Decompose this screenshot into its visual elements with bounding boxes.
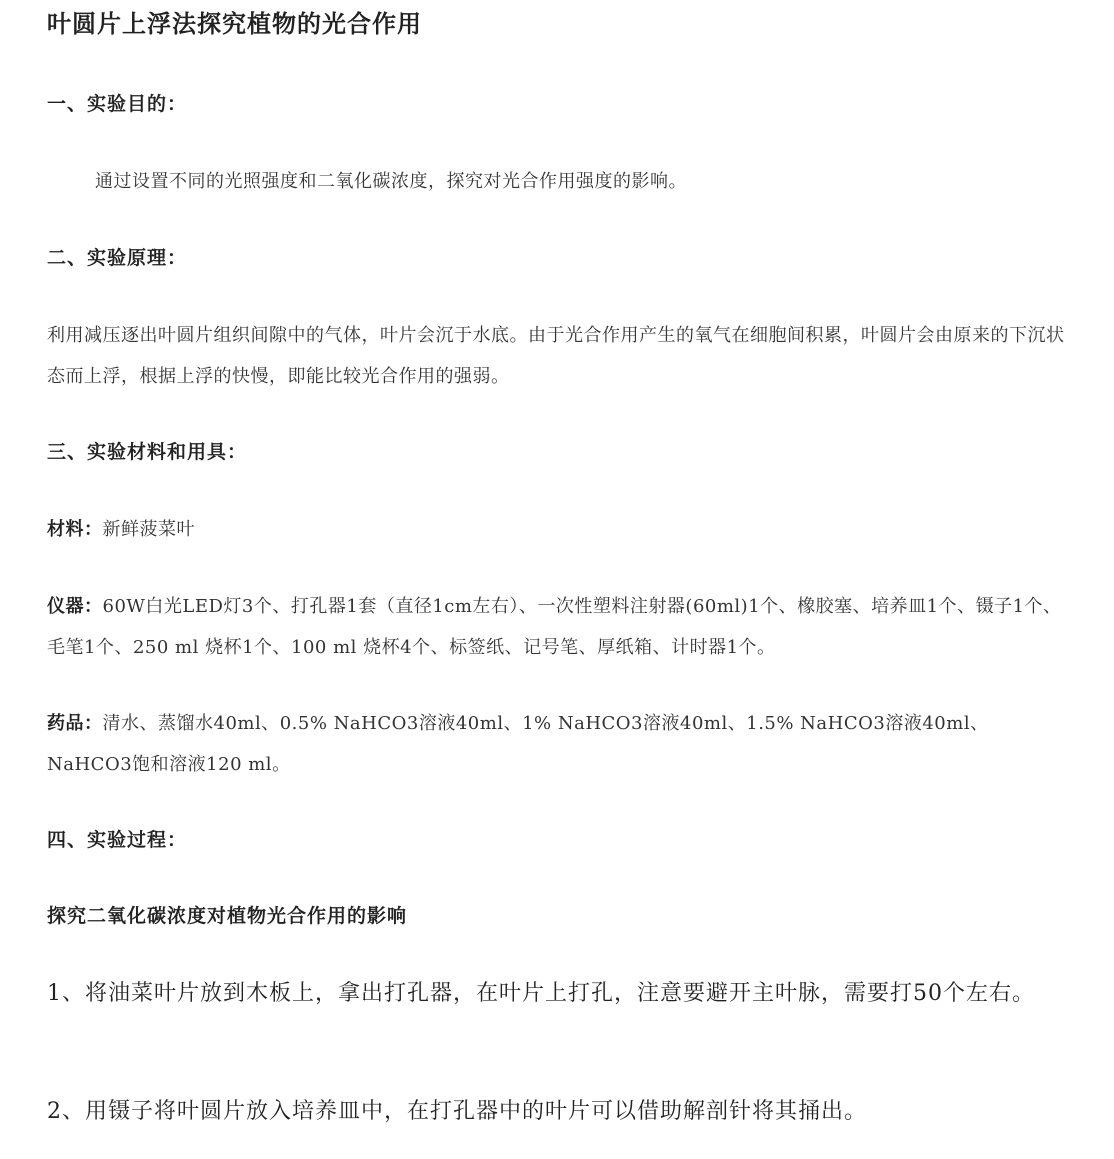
process-step-2: 2、用镊子将叶圆片放入培养皿中，在打孔器中的叶片可以借助解剖针将其捅出。 (47, 1099, 867, 1124)
materials-line (47, 509, 1067, 550)
material-text: 新鲜菠菜叶 (102, 519, 195, 540)
instrument-text: 60W白光LED灯3个、打孔器1套（直径1cm左右）、一次性塑料注射器(60ml)1个、橡胶塞、培养皿1个、镊子1个、毛笔1个、250 ml 烧杯1个、100 ml 烧杯4个、标签纸、记号笔、厚纸箱、计时器1个。 (47, 596, 1062, 658)
reagent-label: 药品： (47, 713, 103, 734)
principle-text: 利用减压逐出叶圆片组织间隙中的气体，叶片会沉于水底。由于光合作用产生的氧气在细胞间积累，叶圆片会由原来的下沉状态而上浮，根据上浮的快慢，即能比较光合作用的强弱。 (47, 325, 1065, 387)
section-heading-process: 四、实验过程： (47, 829, 188, 851)
document-title: 叶圆片上浮法探究植物的光合作用 (47, 9, 422, 38)
reagent-text: 清水、蒸馏水40ml、0.5% NaHCO3溶液40ml、1% NaHCO3溶液40ml、1.5% NaHCO3溶液40ml、NaHCO3饱和溶液120 ml。 (47, 713, 989, 775)
section-heading-purpose: 一、实验目的： (47, 93, 188, 115)
instrument-label: 仪器： (47, 596, 103, 617)
purpose-text: 通过设置不同的光照强度和二氧化碳浓度，探究对光合作用强度的影响。 (95, 171, 687, 192)
material-label: 材料： (47, 519, 103, 540)
reagents-line (47, 703, 1067, 785)
process-subheading: 探究二氧化碳浓度对植物光合作用的影响 (47, 905, 408, 927)
section-heading-materials: 三、实验材料和用具： (47, 441, 248, 463)
section-heading-principle: 二、实验原理： (47, 247, 188, 269)
process-step-1: 1、将油菜叶片放到木板上，拿出打孔器，在叶片上打孔，注意要避开主叶脉，需要打50个左右。 (47, 981, 1035, 1006)
instruments-line (47, 586, 1067, 668)
